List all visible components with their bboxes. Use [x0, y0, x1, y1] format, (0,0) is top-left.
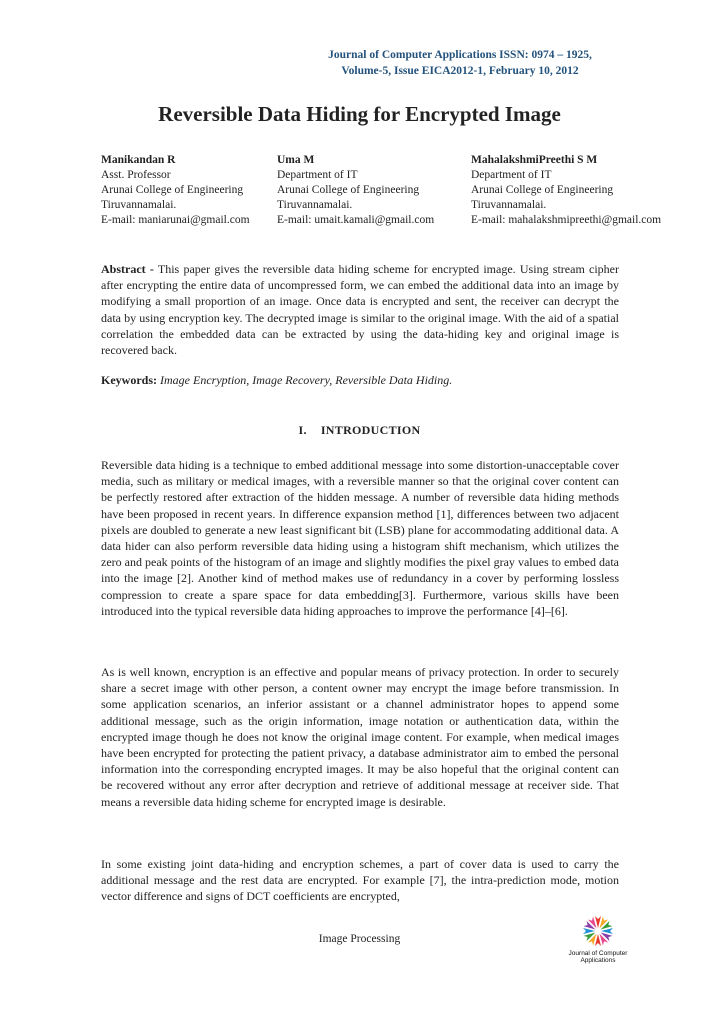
author-role: Department of IT	[277, 169, 358, 181]
logo-petal	[595, 916, 601, 928]
logo-caption-line-1: Journal of Computer	[568, 950, 628, 957]
abstract	[101, 261, 619, 358]
page-footer: Image Processing	[318, 933, 401, 945]
logo-caption-line-2: Applications	[580, 957, 616, 964]
keywords	[101, 372, 452, 388]
abstract-label: Abstract -	[101, 262, 154, 276]
author-email: E-mail: mahalakshmipreethi@gmail.com	[471, 214, 662, 226]
section-title: INTRODUCTION	[320, 423, 421, 437]
author-name: Uma M	[277, 154, 315, 166]
keywords-text: Image Encryption, Image Recovery, Reversible Data Hiding.	[160, 373, 453, 387]
logo-petal	[601, 928, 613, 934]
section-heading-introduction	[0, 423, 719, 438]
paper-title: Reversible Data Hiding for Encrypted Image	[158, 102, 561, 126]
logo-caption	[563, 950, 633, 964]
journal-logo	[563, 914, 633, 964]
author-block-3	[471, 153, 661, 228]
author-city: Tiruvannamalai.	[277, 199, 353, 211]
author-city: Tiruvannamalai.	[471, 199, 547, 211]
author-role: Department of IT	[471, 169, 552, 181]
journal-logo-icon	[581, 914, 615, 948]
logo-petal	[595, 934, 601, 946]
keywords-label: Keywords:	[101, 373, 157, 387]
journal-line-1: Journal of Computer Applications ISSN: 0974 – 1925,	[328, 49, 592, 61]
author-city: Tiruvannamalai.	[101, 199, 177, 211]
author-block-1	[101, 153, 250, 228]
author-role: Asst. Professor	[101, 169, 171, 181]
journal-line-2: Volume-5, Issue EICA2012-1, February 10, 2012	[341, 65, 579, 77]
author-org: Arunai College of Engineering	[277, 184, 420, 196]
body-paragraph-2: As is well known, encryption is an effective and popular means of privacy protection. In order to securely share a secret image with other person, a content owner may encrypt the image before transmission. In some application scenarios, an inferior assistant or a channel administrator hopes to append some additional message, such as the origin information, image notation or authentication data, within the encrypted image though he does not know the original image content. For example, when medical images have been encrypted for protecting the patient privacy, a database administrator aim to embed the personal information into the corresponding encrypted images. It may be also hopeful that the original content can be recovered without any error after decryption and retrieve of additional message at receiver side. That means a reversible data hiding scheme for encrypted image is desirable.	[101, 665, 619, 809]
author-name: MahalakshmiPreethi S M	[471, 154, 598, 166]
author-email: E-mail: umait.kamali@gmail.com	[277, 214, 435, 226]
body-paragraph-3: In some existing joint data-hiding and encryption schemes, a part of cover data is used to carry the additional message and the rest data are encrypted. For example [7], the intra-prediction mode, motion vector difference and signs of DCT coefficients are encrypted,	[101, 857, 619, 904]
logo-petal	[583, 928, 595, 934]
journal-header	[260, 47, 660, 79]
author-name: Manikandan R	[101, 154, 176, 166]
abstract-text: This paper gives the reversible data hiding scheme for encrypted image. Using stream cipher after encrypting the entire data of uncompressed form, we can embed the additional data into an image by modifying a small proportion of an image. Once data is encrypted and sent, the receiver can decrypt the data by using encryption key. The decrypted image is similar to the original image. With the aid of a spatial correlation the embedded data can be extracted by using the data-hiding key and original image is recovered back.	[101, 262, 619, 358]
author-block-2	[277, 153, 434, 228]
author-email: E-mail: maniarunai@gmail.com	[101, 214, 250, 226]
author-org: Arunai College of Engineering	[471, 184, 614, 196]
body-paragraph-1: Reversible data hiding is a technique to embed additional message into some distortion-unacceptable cover media, such as military or medical images, with a reversible manner so that the original cover content can be perfectly restored after extraction of the hidden message. A number of reversible data hiding methods have been proposed in recent years. In difference expansion method [1], differences between two adjacent pixels are doubled to generate a new least significant bit (LSB) plane for accommodating additional data. A data hider can also perform reversible data hiding using a histogram shift mechanism, which utilizes the zero and peak points of the histogram of an image and slightly modifies the pixel gray values to embed data into the image [2]. Another kind of method makes use of redundancy in a cover by performing lossless compression to create a spare space for data embedding[3]. Furthermore, various skills have been introduced into the typical reversible data hiding approaches to improve the performance [4]–[6].	[101, 458, 619, 618]
section-number: I.	[298, 423, 307, 437]
author-org: Arunai College of Engineering	[101, 184, 244, 196]
